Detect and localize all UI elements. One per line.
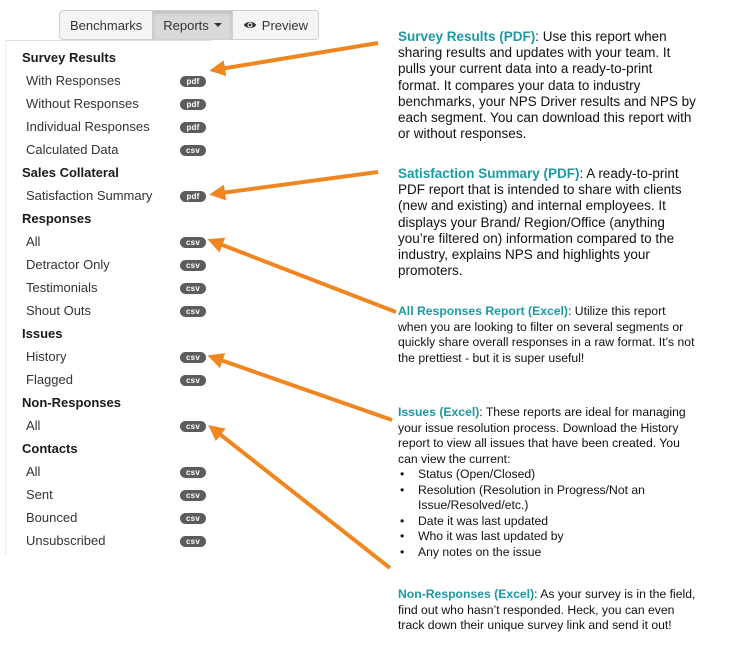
preview-label: Preview — [261, 17, 309, 33]
note-body: : A ready-to-print PDF report that is intended to share with clients (new and existing) and internal employees. It displays your Brand/ Region/Office (anything you’re filtered on) information compared to the industry, explains NPS and highlights your promoters. — [398, 166, 682, 279]
section-sales-collateral: Sales Collateral — [22, 165, 119, 180]
menu-item-satisfaction-summary[interactable]: Satisfaction Summary — [26, 188, 153, 203]
note-body: : Utilize this report when you are looking to filter on several segments or quickly share overall responses in a raw format. It’s not the prettiest - but it is super useful! — [398, 304, 695, 365]
reports-label: Reports — [163, 17, 209, 33]
arrow-satisfaction-summary — [214, 172, 378, 194]
csv-badge[interactable]: csv — [180, 467, 206, 478]
caret-down-icon — [214, 23, 222, 27]
note-issues — [398, 405, 698, 560]
menu-item-shout-outs[interactable]: Shout Outs — [26, 303, 92, 318]
bullet-item: • Date it was last updated — [398, 514, 698, 530]
preview-button[interactable] — [233, 11, 318, 39]
section-contacts: Contacts — [22, 441, 78, 456]
csv-badge[interactable]: csv — [180, 513, 206, 524]
bullet-item: • Status (Open/Closed) — [398, 467, 698, 483]
section-non-responses: Non-Responses — [22, 395, 121, 410]
menu-item-responses-all[interactable]: All — [26, 234, 41, 249]
menu-item-bounced[interactable]: Bounced — [26, 510, 78, 525]
bullet-item: • Any notes on the issue — [398, 545, 698, 561]
csv-badge[interactable]: csv — [180, 260, 206, 271]
menu-item-without-responses[interactable]: Without Responses — [26, 96, 139, 111]
pdf-badge[interactable]: pdf — [180, 191, 206, 202]
reports-dropdown-button[interactable] — [153, 11, 233, 39]
section-survey-results: Survey Results — [22, 50, 116, 65]
menu-item-detractor-only[interactable]: Detractor Only — [26, 257, 110, 272]
issues-bullet-list — [398, 467, 698, 560]
benchmarks-label: Benchmarks — [70, 17, 143, 33]
benchmarks-button[interactable] — [60, 11, 153, 39]
menu-item-with-responses[interactable]: With Responses — [26, 73, 121, 88]
csv-badge[interactable]: csv — [180, 536, 206, 547]
bullet-item: • Who it was last updated by — [398, 529, 698, 545]
arrow-all-responses — [212, 241, 396, 312]
reports-dropdown-menu — [5, 40, 211, 556]
note-all-responses — [398, 304, 698, 366]
csv-badge[interactable]: csv — [180, 375, 206, 386]
pdf-badge[interactable]: pdf — [180, 99, 206, 110]
note-body: : These reports are ideal for managing your issue resolution process. Download the History report to view all issues that have been created. You can view the current: — [398, 405, 686, 466]
note-body: : Use this report when sharing results and updates with your team. It pulls your current data into a ready-to-print format. It compares your data to industry benchmarks, your NPS Driver results and NPS by each segment. You can download this report with or without responses. — [398, 29, 696, 142]
csv-badge[interactable]: csv — [180, 490, 206, 501]
csv-badge[interactable]: csv — [180, 306, 206, 317]
menu-item-sent[interactable]: Sent — [26, 487, 53, 502]
section-issues: Issues — [22, 326, 63, 341]
menu-item-calculated-data[interactable]: Calculated Data — [26, 142, 119, 157]
csv-badge[interactable]: csv — [180, 145, 206, 156]
note-heading: Issues (Excel) — [398, 405, 480, 419]
menu-item-flagged[interactable]: Flagged — [26, 372, 73, 387]
csv-badge[interactable]: csv — [180, 237, 206, 248]
report-toolbar — [59, 10, 319, 40]
note-body: : As your survey is in the field, find out who hasn’t responded. Heck, you can even track down their unique survey link and send it out! — [398, 587, 696, 632]
bullet-item: • Resolution (Resolution in Progress/Not an Issue/Resolved/etc.) — [398, 483, 698, 514]
menu-item-individual-responses[interactable]: Individual Responses — [26, 119, 150, 134]
note-heading: Survey Results (PDF) — [398, 29, 536, 44]
pdf-badge[interactable]: pdf — [180, 122, 206, 133]
note-survey-results — [398, 29, 696, 142]
note-heading: Satisfaction Summary (PDF) — [398, 166, 580, 181]
menu-item-contacts-all[interactable]: All — [26, 464, 41, 479]
pdf-badge[interactable]: pdf — [180, 76, 206, 87]
csv-badge[interactable]: csv — [180, 283, 206, 294]
eye-icon — [243, 18, 257, 32]
note-non-responses — [398, 587, 698, 634]
menu-item-testimonials[interactable]: Testimonials — [26, 280, 98, 295]
csv-badge[interactable]: csv — [180, 421, 206, 432]
section-responses: Responses — [22, 211, 92, 226]
note-heading: All Responses Report (Excel) — [398, 304, 568, 318]
csv-badge[interactable]: csv — [180, 352, 206, 363]
menu-item-non-responses-all[interactable]: All — [26, 418, 41, 433]
arrow-survey-results — [214, 43, 378, 70]
menu-item-unsubscribed[interactable]: Unsubscribed — [26, 533, 106, 548]
arrow-issues — [212, 357, 392, 420]
menu-item-history[interactable]: History — [26, 349, 67, 364]
note-satisfaction-summary — [398, 166, 696, 279]
note-heading: Non-Responses (Excel) — [398, 587, 535, 601]
arrow-non-responses — [212, 428, 390, 568]
